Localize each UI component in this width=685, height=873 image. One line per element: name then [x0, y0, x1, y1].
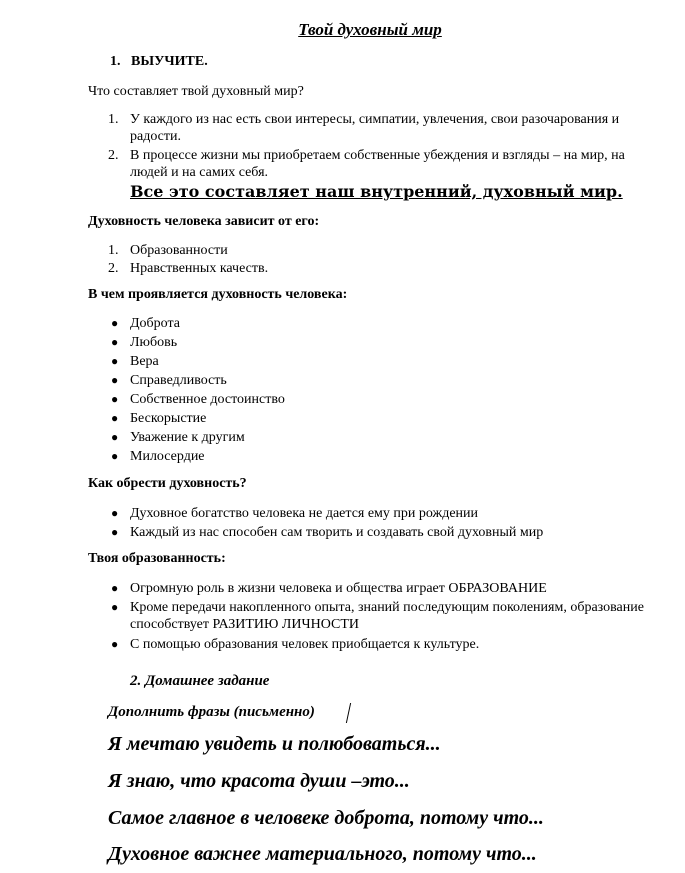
bullet-icon: ● — [111, 506, 119, 520]
bullet-icon: ● — [111, 600, 119, 614]
education-item-text: С помощью образования человек приобщается к культуре. — [130, 637, 480, 652]
manifest-item-text: Бескорыстие — [130, 411, 207, 426]
bullet-icon: ● — [111, 392, 119, 406]
manifest-item-text: Собственное достоинство — [130, 392, 285, 407]
document-title: Твой духовный мир — [298, 20, 442, 39]
section-1-number: 1. — [110, 54, 121, 69]
depends-item-text: Образованности — [130, 243, 228, 258]
text-cursor — [346, 703, 351, 723]
summary-statement: Все это составляет наш внутренний, духовный мир. — [130, 182, 623, 201]
homework-phrase: Я мечтаю увидеть и полюбоваться... — [108, 733, 441, 755]
manifest-item-text: Доброта — [130, 316, 180, 331]
section-1-label: ВЫУЧИТЕ. — [131, 54, 208, 69]
bullet-icon: ● — [111, 335, 119, 349]
manifest-item-text: Вера — [130, 354, 159, 369]
list-number: 1. — [108, 112, 119, 127]
depends-heading: Духовность человека зависит от его: — [88, 214, 320, 229]
bullet-icon: ● — [111, 316, 119, 330]
bullet-icon: ● — [111, 525, 119, 539]
manifest-item-text: Милосердие — [130, 449, 205, 464]
question-text: Что составляет твой духовный мир? — [88, 84, 304, 99]
bullet-icon: ● — [111, 373, 119, 387]
bullet-icon: ● — [111, 354, 119, 368]
acquire-heading: Как обрести духовность? — [88, 476, 247, 491]
intro-item-text: У каждого из нас есть свои интересы, симпатии, увлечения, свои разочарования и радости. — [130, 112, 620, 144]
bullet-icon: ● — [111, 637, 119, 651]
education-item-text: Кроме передачи накопленного опыта, знаний последующим поколениям, образование способствует РАЗИТИЮ ЛИЧНОСТИ — [130, 600, 644, 632]
acquire-item-text: Каждый из нас способен сам творить и создавать свой духовный мир — [130, 525, 544, 540]
manifest-item-text: Любовь — [130, 335, 178, 350]
manifest-heading: В чем проявляется духовность человека: — [88, 287, 348, 302]
bullet-icon: ● — [111, 430, 119, 444]
acquire-item-text: Духовное богатство человека не дается ему при рождении — [130, 506, 479, 521]
bullet-icon: ● — [111, 411, 119, 425]
homework-phrase: Самое главное в человеке доброта, потому что... — [108, 807, 544, 829]
intro-item-text: В процессе жизни мы приобретаем собственные убеждения и взгляды – на мир, на людей и на самих себя. — [130, 148, 625, 180]
homework-heading: 2. Домашнее задание — [130, 673, 270, 689]
education-heading: Твоя образованность: — [88, 551, 226, 566]
bullet-icon: ● — [111, 581, 119, 595]
bullet-icon: ● — [111, 449, 119, 463]
manifest-item-text: Справедливость — [130, 373, 227, 388]
list-number: 2. — [108, 148, 119, 163]
list-number: 2. — [108, 261, 119, 276]
depends-item-text: Нравственных качеств. — [130, 261, 269, 276]
homework-phrase: Духовное важнее материального, потому что... — [108, 843, 537, 865]
homework-phrase: Я знаю, что красота души –это... — [108, 770, 410, 792]
list-number: 1. — [108, 243, 119, 258]
homework-instruction: Дополнить фразы (письменно) — [108, 704, 315, 720]
manifest-item-text: Уважение к другим — [130, 430, 245, 445]
education-item-text: Огромную роль в жизни человека и общества играет ОБРАЗОВАНИЕ — [130, 581, 547, 596]
